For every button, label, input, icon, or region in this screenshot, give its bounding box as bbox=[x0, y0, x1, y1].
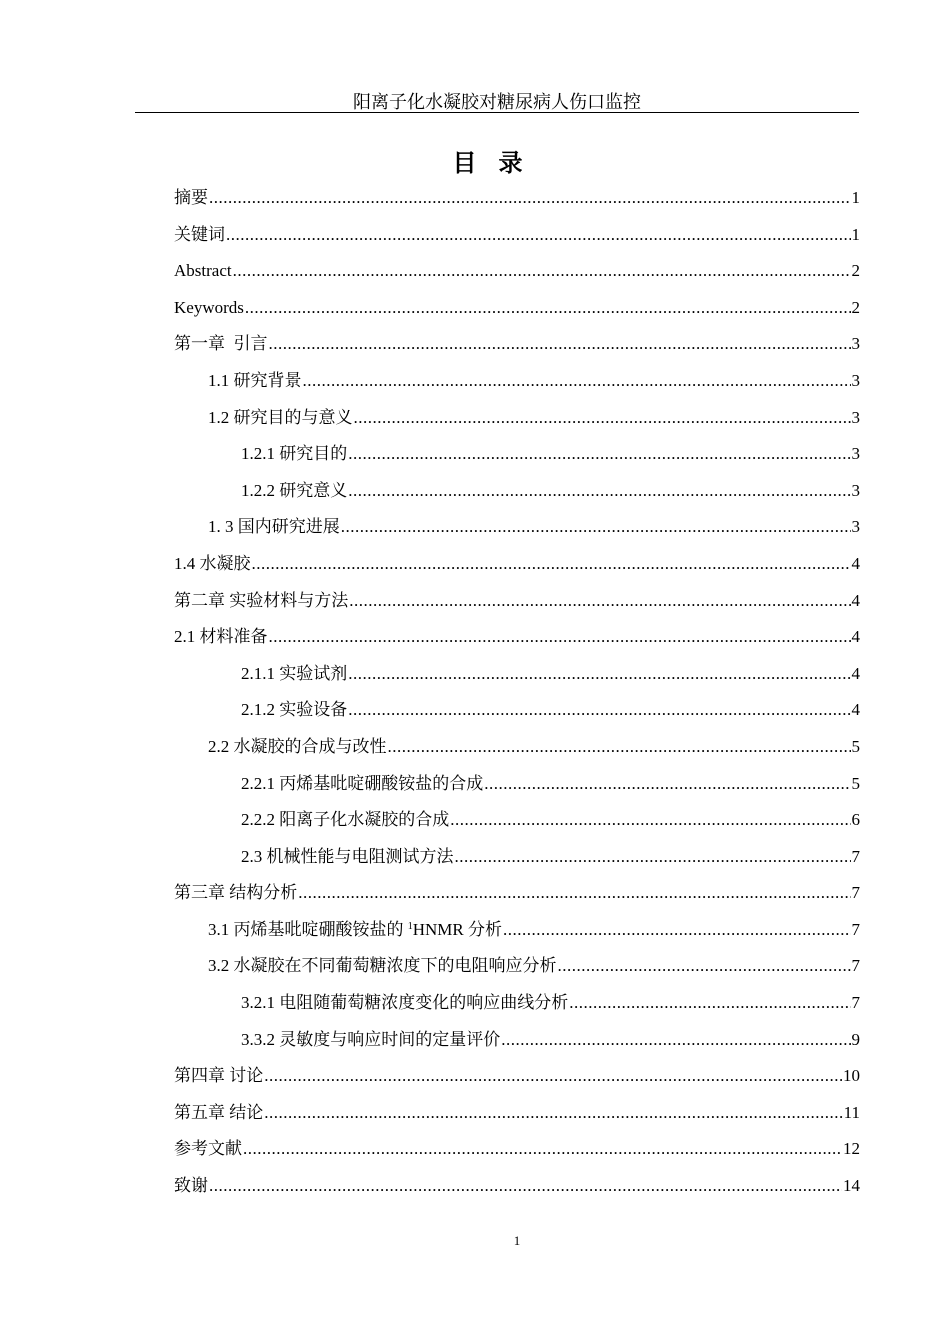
toc-entry-page: 4 bbox=[851, 700, 860, 720]
dot-leader bbox=[569, 989, 850, 1017]
dot-leader bbox=[484, 770, 850, 798]
toc-entry-page: 4 bbox=[851, 627, 860, 647]
toc-entry-label bbox=[208, 916, 502, 944]
toc-entry[interactable] bbox=[174, 623, 860, 660]
dot-leader bbox=[348, 477, 850, 505]
dot-leader bbox=[233, 257, 851, 285]
toc-entry[interactable] bbox=[174, 952, 860, 989]
toc-entry-page: 7 bbox=[851, 919, 860, 939]
toc-entry[interactable] bbox=[174, 1026, 860, 1063]
toc-entry-label: 2.1.1 实验试剂 bbox=[241, 663, 348, 683]
toc-entry[interactable] bbox=[174, 294, 860, 331]
dot-leader bbox=[243, 1135, 842, 1163]
toc-entry[interactable] bbox=[174, 1062, 860, 1099]
toc-entry-page: 3 bbox=[851, 334, 860, 354]
toc-entry-page: 7 bbox=[851, 993, 860, 1013]
toc-entry-label: 2.2 水凝胶的合成与改性 bbox=[208, 736, 387, 756]
toc-entry[interactable] bbox=[174, 916, 860, 953]
toc-entry-page: 5 bbox=[851, 736, 860, 756]
dot-leader bbox=[348, 696, 850, 724]
toc-entry-page: 11 bbox=[843, 1102, 860, 1122]
toc-entry-label: 1.2 研究目的与意义 bbox=[208, 407, 353, 427]
toc-title: 目录 bbox=[452, 149, 545, 177]
dot-leader bbox=[264, 1062, 842, 1090]
toc-entry[interactable] bbox=[174, 221, 860, 258]
toc-entry-label-pre: 3.1 丙烯基吡啶硼酸铵盐的 bbox=[208, 919, 408, 939]
dot-leader bbox=[264, 1099, 842, 1127]
dot-leader bbox=[269, 330, 851, 358]
running-header: 阳离子化水凝胶对糖尿病人伤口监控 bbox=[353, 92, 641, 112]
toc-entry-label: 2.1 材料准备 bbox=[174, 627, 268, 647]
toc-entry-label: Abstract bbox=[174, 261, 232, 281]
dot-leader bbox=[388, 733, 851, 761]
toc-entry-page: 1 bbox=[851, 224, 860, 244]
toc-entry-page: 4 bbox=[851, 553, 860, 573]
toc-entry-page: 6 bbox=[851, 810, 860, 830]
toc-entry[interactable] bbox=[174, 257, 860, 294]
toc-entry-page: 10 bbox=[843, 1066, 860, 1086]
toc-entry-label: 第一章 引言 bbox=[174, 334, 268, 354]
toc-entry-label: 第五章 结论 bbox=[174, 1102, 264, 1122]
toc-entry[interactable] bbox=[174, 440, 860, 477]
dot-leader bbox=[226, 221, 851, 249]
toc-entry-page: 2 bbox=[851, 297, 860, 317]
toc-entry-page: 7 bbox=[851, 883, 860, 903]
toc-entry-label: 3.2 水凝胶在不同葡萄糖浓度下的电阻响应分析 bbox=[208, 956, 557, 976]
toc-entry-page: 3 bbox=[851, 444, 860, 464]
toc-entry[interactable] bbox=[174, 1099, 860, 1136]
toc-entry-label: 1.2.2 研究意义 bbox=[241, 480, 348, 500]
toc-entry[interactable] bbox=[174, 1135, 860, 1172]
toc-entry-page: 4 bbox=[851, 590, 860, 610]
toc-entry-page: 5 bbox=[851, 773, 860, 793]
toc-entry[interactable] bbox=[174, 733, 860, 770]
toc-entry-label: 2.2.1 丙烯基吡啶硼酸铵盐的合成 bbox=[241, 773, 484, 793]
toc-entry-page: 3 bbox=[851, 517, 860, 537]
dot-leader bbox=[348, 660, 850, 688]
dot-leader bbox=[209, 1172, 842, 1200]
toc-entry-label: 3.3.2 灵敏度与响应时间的定量评价 bbox=[241, 1029, 501, 1049]
toc-entry-label: 参考文献 bbox=[174, 1139, 242, 1159]
toc-entry-label: 第三章 结构分析 bbox=[174, 883, 298, 903]
dot-leader bbox=[348, 440, 850, 468]
dot-leader bbox=[341, 513, 851, 541]
dot-leader bbox=[209, 184, 851, 212]
toc-entry-label: 2.1.2 实验设备 bbox=[241, 700, 348, 720]
toc-entry-label: 2.2.2 阳离子化水凝胶的合成 bbox=[241, 810, 450, 830]
toc-entry-page: 9 bbox=[851, 1029, 860, 1049]
toc-entry-label: 摘要 bbox=[174, 188, 208, 207]
toc-entry-label-post: HNMR 分析 bbox=[412, 919, 503, 939]
toc-entry[interactable] bbox=[174, 989, 860, 1026]
toc-entry-page: 14 bbox=[843, 1176, 860, 1196]
toc-entry[interactable] bbox=[174, 550, 860, 587]
page-number: 1 bbox=[513, 1233, 521, 1248]
toc-entry-label: 第四章 讨论 bbox=[174, 1066, 264, 1086]
toc-entry-label: 2.3 机械性能与电阻测试方法 bbox=[241, 846, 454, 866]
toc-entry-label: Keywords bbox=[174, 297, 244, 317]
toc-entry-label: 关键词 bbox=[174, 224, 225, 244]
toc-entry-page: 3 bbox=[851, 370, 860, 390]
toc-entry[interactable] bbox=[174, 1172, 860, 1209]
toc-entry[interactable] bbox=[174, 696, 860, 733]
toc-entry-label: 第二章 实验材料与方法 bbox=[174, 590, 349, 610]
toc-entry-page: 7 bbox=[851, 956, 860, 976]
toc-entry-page: 2 bbox=[851, 261, 860, 281]
dot-leader bbox=[503, 916, 850, 944]
toc-entry[interactable] bbox=[174, 404, 860, 441]
dot-leader bbox=[269, 623, 851, 651]
toc-entry[interactable] bbox=[174, 806, 860, 843]
toc-entry[interactable] bbox=[174, 879, 860, 916]
toc-entry[interactable] bbox=[174, 330, 860, 367]
toc-entry[interactable] bbox=[174, 770, 860, 807]
toc-entry-page: 7 bbox=[851, 846, 860, 866]
dot-leader bbox=[558, 952, 851, 980]
toc-entry[interactable] bbox=[174, 843, 860, 880]
toc-entry-label: 致谢 bbox=[174, 1176, 208, 1196]
toc-entry-page: 12 bbox=[843, 1139, 860, 1159]
dot-leader bbox=[501, 1026, 850, 1054]
toc-entry[interactable] bbox=[174, 587, 860, 624]
toc-entry-page: 3 bbox=[851, 407, 860, 427]
dot-leader bbox=[354, 404, 851, 432]
toc-entry-label: 1.2.1 研究目的 bbox=[241, 444, 348, 464]
dot-leader bbox=[450, 806, 850, 834]
toc-entry[interactable] bbox=[174, 184, 860, 221]
superscript: 1 bbox=[407, 920, 413, 932]
dot-leader bbox=[303, 367, 851, 395]
dot-leader bbox=[455, 843, 851, 871]
toc-entry-label: 1.1 研究背景 bbox=[208, 370, 302, 390]
toc-entry[interactable] bbox=[174, 367, 860, 404]
toc-entry-label: 1.4 水凝胶 bbox=[174, 553, 251, 573]
dot-leader bbox=[349, 587, 850, 615]
toc-entry-page: 1 bbox=[851, 188, 860, 207]
toc-entry-page: 3 bbox=[851, 480, 860, 500]
header-rule bbox=[135, 112, 859, 113]
toc-entry[interactable] bbox=[174, 477, 860, 514]
toc-entry-page: 4 bbox=[851, 663, 860, 683]
toc-entry[interactable] bbox=[174, 660, 860, 697]
dot-leader bbox=[245, 294, 851, 322]
toc-entry-label: 3.2.1 电阻随葡萄糖浓度变化的响应曲线分析 bbox=[241, 993, 569, 1013]
toc-entry[interactable] bbox=[174, 513, 860, 550]
dot-leader bbox=[298, 879, 850, 907]
dot-leader bbox=[252, 550, 851, 578]
toc-entry-label: 1. 3 国内研究进展 bbox=[208, 517, 340, 537]
table-of-contents bbox=[174, 184, 860, 1209]
